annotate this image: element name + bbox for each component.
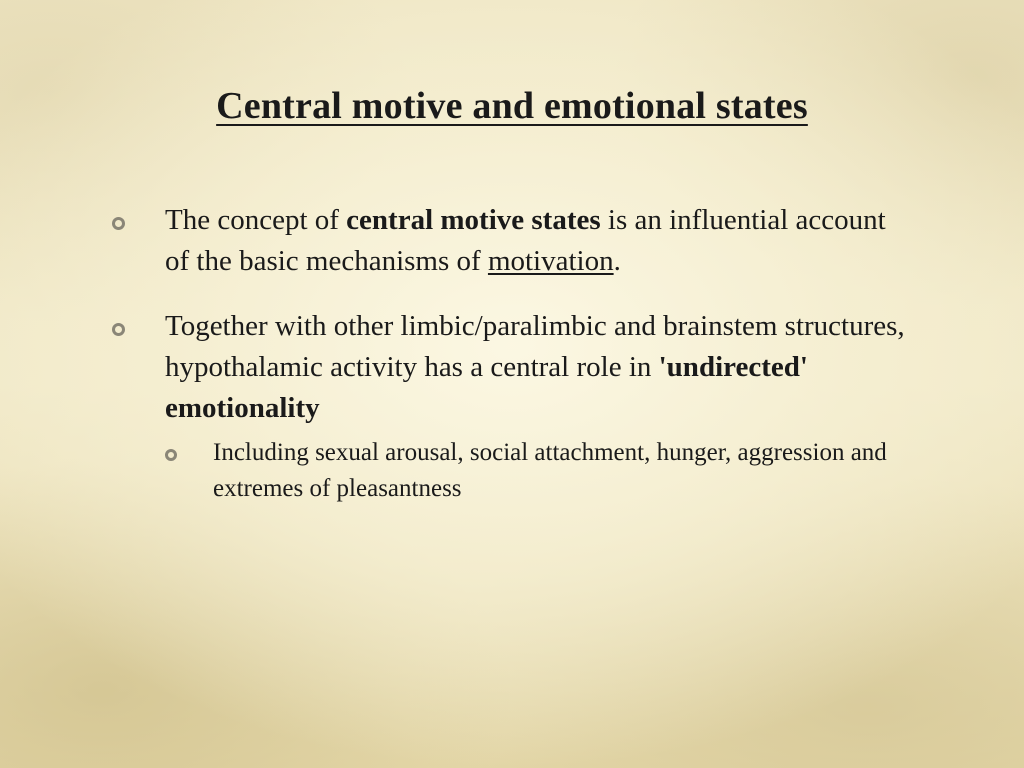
bullet-list xyxy=(112,200,912,507)
bullet-text-2-part-1: Together with other limbic/paralimbic and brainstem structures, hypothalamic activity has a central role in xyxy=(165,310,905,383)
bullet-text-1-part-1: The concept of xyxy=(165,204,347,236)
circle-bullet-icon xyxy=(112,217,125,230)
bullet-text-1-bold-term: central motive states xyxy=(346,204,601,236)
circle-bullet-icon xyxy=(112,323,125,336)
circle-bullet-icon xyxy=(165,449,177,461)
slide-title: Central motive and emotional states xyxy=(216,85,808,127)
sub-bullet-item-1 xyxy=(165,435,912,507)
bullet-text-1-underlined-term: motivation xyxy=(487,245,614,277)
bullet-text-1-period: . xyxy=(613,245,621,277)
bullet-item-1 xyxy=(112,200,912,282)
bullet-text-2-bold-term: 'undirected' emotionality xyxy=(165,351,808,424)
bullet-item-2 xyxy=(112,306,912,429)
sub-bullet-text-1: Including sexual arousal, social attachment, hunger, aggression and extremes of pleasantness xyxy=(213,439,887,502)
bullet-text-1-part-3: is an influential account of the basic mechanisms of xyxy=(165,204,886,277)
